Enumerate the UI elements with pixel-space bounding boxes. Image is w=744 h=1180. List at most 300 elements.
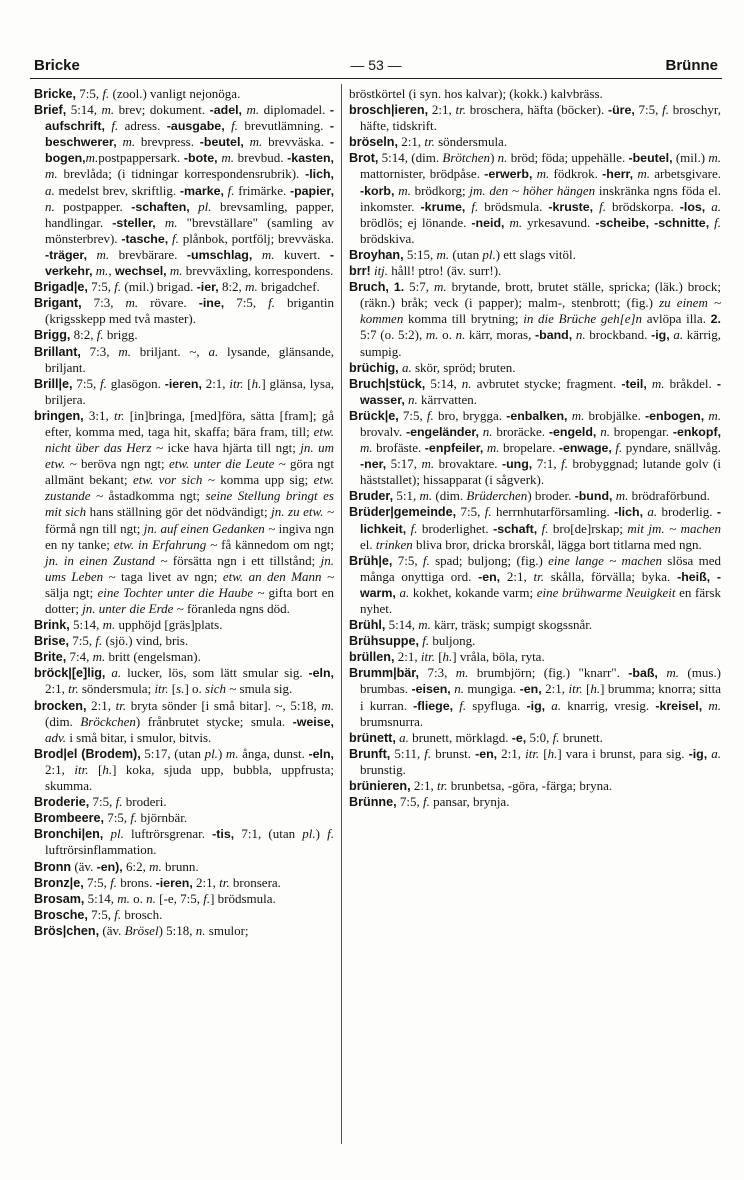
entry-headword: Bronn [34, 859, 72, 874]
entry-headword: bröck|[e]lig, [34, 666, 106, 681]
entry-text: 7:5, [72, 375, 101, 391]
entry-text: 5:14, [66, 102, 102, 118]
dictionary-entry [34, 826, 334, 858]
entry-text: etw. unter die Leute ~ [168, 456, 286, 472]
entry-text: arbetsgivare. [650, 166, 721, 182]
entry-text: f. [102, 86, 110, 101]
entry-text: f. [541, 520, 549, 536]
entry-text: a. [399, 729, 409, 745]
entry-text: pl. [110, 826, 124, 842]
entry-text: -träger, [45, 247, 88, 262]
entry-headword: bringen, [34, 408, 84, 423]
entry-text: [ [168, 681, 177, 697]
entry-text: 2:1, [86, 697, 116, 713]
entry-text: m. [666, 665, 679, 681]
entry-text: [ [434, 649, 443, 665]
entry-text: 7:5, [634, 102, 663, 118]
entry-text: taga livet av ngn; [115, 568, 223, 584]
dictionary-entry [349, 633, 721, 649]
entry-text: -herr, [602, 167, 634, 182]
entry-text: tr. [114, 407, 125, 423]
dictionary-entry [34, 698, 334, 746]
entry-text: brevbärare. [109, 246, 187, 262]
entry-text: -kruste, [548, 199, 594, 214]
right-column [349, 86, 721, 1146]
entry-text: -en, [519, 682, 542, 697]
dictionary-entry [34, 891, 334, 907]
entry-text: lucker, lös, som lätt smular sig. [121, 665, 309, 681]
entry-text: brevutlämning. [237, 118, 330, 134]
entry-text: f. [231, 118, 238, 134]
entry-text: h. [547, 745, 558, 761]
entry-text: broschera, häfta (böcker). [465, 102, 608, 118]
entry-text: 7:1, [532, 456, 562, 472]
entry-text: a. [711, 745, 721, 761]
entry-text: bröd; föda; uppehälle. [507, 150, 629, 166]
entry-text: -krume, [420, 199, 466, 214]
entry-text: jn. ums Leben ~ [45, 552, 334, 584]
entry-text: m. [225, 745, 239, 761]
entry-text: seine Stellung bringt es mit sich [45, 488, 334, 520]
entry-text: sälja ngt; [45, 584, 98, 600]
dictionary-entry [349, 553, 721, 617]
dictionary-entry [34, 86, 334, 102]
entry-text: jn. um etw. ~ [45, 440, 334, 472]
entry-text: födkrok. [549, 166, 603, 182]
entry-text: brockband. [585, 327, 652, 343]
dictionary-entry [34, 665, 334, 697]
entry-headword: brosch|ieren, [349, 103, 429, 118]
entry-text: a. [45, 182, 55, 198]
dictionary-entry [349, 247, 721, 263]
entry-text: spyfluga. [466, 697, 527, 713]
entry-text: britt (engelsman). [105, 649, 201, 665]
entry-text: -teil, [621, 376, 647, 391]
entry-text: brunstig. [360, 761, 406, 777]
entry-text: n. [454, 681, 464, 697]
entry-text: f. [484, 504, 492, 520]
entry-text: hans ställning gör det nödvändigt; [86, 504, 272, 520]
dictionary-entry [349, 134, 721, 150]
entry-text: m. [101, 102, 115, 118]
entry-text [710, 569, 717, 584]
entry-headword: Brumm|bär, [349, 666, 420, 681]
entry-text: brödlös; ej lönande. [360, 214, 472, 230]
entry-text: -heiß, [677, 569, 711, 584]
entry-text: brumbjörn; (fig.) "knarr". [468, 665, 629, 681]
entry-text: pl. [302, 826, 316, 842]
entry-text: Brötchen [442, 150, 491, 166]
entry-text: 7:1, (utan [234, 826, 303, 842]
entry-text: m. [85, 150, 99, 166]
entry-text: rövare. [138, 295, 199, 311]
entry-text: broräcke. [492, 423, 549, 439]
entry-text: n. [482, 423, 493, 439]
entry-text: 7:5, [83, 874, 111, 890]
left-column [34, 86, 334, 1146]
entry-text: brofäste. [372, 440, 425, 456]
entry-headword: Bruch|stück, [349, 376, 426, 391]
entry-text: -beutel, [628, 151, 673, 166]
entry-text: -ieren, [155, 875, 193, 890]
entry-text: m. [708, 407, 721, 423]
entry-text: brunett, mörklagd. [408, 729, 512, 745]
entry-text: kokhet, kokande varm; [409, 584, 537, 600]
entry-text: f. [95, 633, 103, 649]
entry-text: pyndare, snällvåg. [622, 440, 721, 456]
entry-text: [ [243, 375, 252, 391]
entry-text: bropengar. [609, 423, 673, 439]
entry-text: n. [45, 198, 55, 214]
dictionary-entry [349, 665, 721, 729]
entry-text: -üre, [607, 103, 635, 118]
entry-text: a. [551, 697, 562, 713]
entry-text: ) ett slags vitöl. [495, 246, 576, 262]
dictionary-entry [349, 86, 721, 102]
dictionary-entry [349, 360, 721, 376]
dictionary-entry [34, 376, 334, 408]
entry-text: (mus.) brumbas. [360, 665, 721, 697]
entry-text: 7:5, [398, 407, 427, 423]
entry-text: skör, spröd; bruten. [411, 359, 516, 375]
entry-headword: brünett, [349, 730, 396, 745]
dictionary-entry [349, 376, 721, 408]
entry-text: göra ngt allmänt bekant; [45, 456, 334, 488]
entry-text: ) broder. [527, 488, 575, 504]
entry-text: eine lange ~ machen [548, 552, 662, 568]
entry-text: pl. [198, 198, 212, 214]
entry-text: m. [436, 246, 450, 262]
entry-text: skålla, förvälla; byka. [543, 568, 678, 584]
entry-text: m. [321, 697, 334, 713]
entry-text: mungiga. [463, 681, 520, 697]
dictionary-entry [349, 488, 721, 504]
page-number: — 53 — [350, 57, 402, 73]
entry-text: 7:3, [80, 343, 119, 359]
entry-text: f. [268, 295, 276, 311]
entry-text: -wasser, [360, 376, 721, 407]
entry-text: luftrörsinflammation. [45, 842, 157, 858]
entry-text: brunst. [431, 745, 476, 761]
entry-text: pansar, brynja. [429, 794, 510, 810]
entry-text: -eisen, [411, 682, 451, 697]
entry-text: m. [360, 440, 373, 456]
entry-text: ~, [189, 343, 209, 359]
entry-text: itr. [74, 761, 89, 777]
entry-text: mattornister, brödpåse. [360, 166, 485, 182]
entry-text: brödsmula. [478, 198, 549, 214]
entry-text: 2:1, [394, 649, 421, 665]
dictionary-entry [349, 408, 721, 488]
dictionary-entry [34, 746, 334, 794]
entry-text: m. [169, 263, 183, 279]
entry-text: f. [561, 456, 568, 472]
entry-text: m. [637, 166, 650, 182]
entry-text: bröstkörtel (i syn. hos kalvar); (kokk.) kalvbräss. [349, 86, 603, 101]
entry-text: f. [714, 214, 721, 230]
entry-text: 5:14, (dim. [378, 150, 443, 166]
entry-text: 2:1, [500, 568, 534, 584]
dictionary-entry [349, 794, 721, 810]
entry-text: kuvert. [274, 246, 330, 262]
entry-text: m. [433, 279, 447, 295]
entry-headword: brüllen, [349, 650, 395, 665]
entry-headword: Brise, [34, 634, 70, 649]
entry-text: -papier, [289, 183, 334, 198]
entry-text: plånbok, portfölj; brevväska. [178, 230, 334, 246]
entry-headword: Brill|e, [34, 376, 73, 391]
entry-text: brytande, brott, brutet ställe, spricka; (läk.) brock; (räkn.) bråk; veck (i papper); malm-, stenbrott; (fig.) [360, 279, 721, 311]
entry-text: jm. den ~ höher hängen [469, 182, 596, 198]
entry-text: 5:14, [84, 890, 118, 906]
entry-text: m. [708, 697, 721, 713]
entry-headword: Brühsuppe, [349, 634, 419, 649]
entry-text: brevsamling, papper, handlingar. [45, 198, 334, 230]
entry-text: tr. [219, 874, 230, 890]
dictionary-entry [34, 875, 334, 891]
entry-text: brobjälke. [584, 407, 645, 423]
entry-text: -los, [679, 199, 706, 214]
entry-text: m. [164, 214, 178, 230]
entry-text: etw. vor sich ~ [133, 472, 215, 488]
entry-text: f. [615, 440, 623, 456]
entry-text: h. [251, 375, 262, 391]
dictionary-entry [34, 344, 334, 376]
entry-text: m. [45, 166, 58, 182]
entry-text: -engeld, [548, 424, 597, 439]
entry-text: ) frånbrutet stycke; smula. [135, 713, 293, 729]
entry-text: mit jm. ~ machen [627, 520, 721, 536]
entry-headword: Brosche, [34, 907, 88, 922]
entry-text: herrnhutarförsamling. [491, 504, 615, 520]
entry-text: etw. an den Mann ~ [222, 568, 334, 584]
entry-text: (äv. [71, 858, 97, 874]
entry-headword: Brös|chen, [34, 923, 100, 938]
entry-text: söndersmula. [434, 134, 508, 150]
entry-text: [-e, 7:5, [155, 890, 204, 906]
entry-text: pl. [204, 745, 218, 761]
entry-text: -ig, [651, 328, 670, 343]
entry-text: eine brühwarme Neuigkeit [536, 584, 676, 600]
entry-text: f. [552, 729, 560, 745]
entry-headword: Brief, [34, 103, 67, 118]
entry-text: 7:3, [419, 665, 456, 681]
entry-headword: Brüder|gemeinde, [349, 505, 457, 520]
entry-text: brons. [116, 874, 156, 890]
entry-text: Bröckchen [80, 713, 136, 729]
entry-text: ] koka, sjuda upp, bubbla, uppfrusta; skumma. [45, 761, 334, 794]
header-right-guide-word: Brünne [665, 57, 718, 74]
entry-text: -enpfeiler, [424, 441, 484, 456]
entry-text: -enwage, [558, 441, 612, 456]
entry-text: m. [92, 649, 106, 665]
page-header [30, 56, 722, 79]
entry-text: -ig, [526, 698, 546, 713]
entry-text: håll! ptro! (äv. surr!). [388, 263, 502, 279]
entry-text: 2:1, [192, 874, 220, 890]
entry-text: slösa med många onyttiga ord. [360, 552, 721, 584]
entry-text: 2:1, [497, 745, 526, 761]
entry-text: n. [497, 150, 508, 166]
entry-text: -enbogen, [645, 408, 705, 423]
entry-text: brev; dokument. [114, 102, 210, 118]
entry-text: f. [471, 198, 479, 214]
entry-text: 5:7, [404, 279, 434, 295]
entry-text: bro, brygga. [433, 407, 507, 423]
entry-text: etw. nicht über das Herz ~ [45, 423, 334, 456]
entry-text: broschyr, häfte, tidskrift. [360, 102, 721, 134]
entry-text: (mil.) [672, 150, 709, 166]
entry-text: 5:14, [425, 375, 462, 391]
entry-text: brödraförbund. [628, 488, 710, 504]
entry-text: m. [96, 246, 110, 262]
entry-text: 2:1, [45, 761, 75, 777]
dictionary-entry [34, 810, 334, 826]
entry-text: jn. zu etw. ~ [271, 504, 334, 520]
header-left-guide-word: Bricke [34, 57, 80, 74]
entry-text: (utan [449, 246, 483, 262]
entry-text: -bogen, [45, 135, 334, 166]
entry-text: -marke, [179, 183, 224, 198]
entry-text: [in]bringa, [med]föra, sätta [fram]; gå efter, komma med, taga hit, skaffa; bära fram, till; [45, 407, 334, 439]
entry-text: sich ~ [205, 681, 237, 697]
entry-text: brobyggnad; lutande golv (i häststallet); hissapparat (i sågverk). [360, 456, 721, 488]
entry-text: 7:5, [89, 794, 116, 810]
entry-text: Brüderchen [466, 488, 528, 504]
entry-text: glasögon. [106, 375, 165, 391]
entry-text: brunn. [161, 858, 199, 874]
entry-text: ] brumma; knorra; sitta i kurran. [360, 681, 721, 713]
entry-text: kärrig, sumpig. [360, 327, 721, 359]
entry-text: brevlåda; (i tidningar korrespondensrubrik). [57, 166, 306, 182]
entry-headword: Brigg, [34, 328, 71, 343]
entry-text: upphöjd [gräs]plats. [115, 617, 223, 633]
dictionary-entry [349, 263, 721, 279]
entry-text: försätta ngn i ett tillstånd; [167, 552, 321, 568]
entry-headword: Bronz|e, [34, 875, 84, 890]
entry-text: kärr, träsk; sumpigt skogssnår. [430, 617, 593, 633]
entry-text: a. [401, 359, 412, 375]
entry-text: få kännedom om ngt; [217, 536, 334, 552]
entry-headword: Brod|el (Brodem), [34, 746, 141, 761]
entry-text: itr. [525, 745, 540, 761]
entry-text: 2:1, [541, 681, 569, 697]
entry-text: ) [217, 745, 226, 761]
entry-text: m. [102, 617, 116, 633]
entry-text: -erwerb, [484, 167, 533, 182]
entry-headword: brüchig, [349, 360, 399, 375]
entry-text: f. [172, 230, 179, 246]
entry-text: f. [410, 520, 418, 536]
entry-text: 7:5, [456, 504, 485, 520]
entry-text: postpapper. [54, 198, 132, 214]
entry-text: f. [203, 890, 211, 906]
entry-text: m. [221, 150, 234, 166]
entry-text: brigg. [103, 327, 138, 343]
dictionary-entry [349, 150, 721, 247]
entry-text: f. [110, 874, 117, 890]
entry-text: brovaktare. [434, 456, 502, 472]
dictionary-entry [34, 859, 334, 875]
entry-text: björnbär. [137, 810, 188, 826]
entry-text: -en), [96, 859, 123, 874]
entry-text: f. [100, 375, 107, 391]
entry-text: -kasten, [287, 151, 334, 166]
entry-text: bronsera. [229, 874, 281, 890]
entry-headword: Brüh|e, [349, 553, 393, 568]
entry-text: brevbud. [233, 150, 288, 166]
entry-text: ) 5:18, [158, 922, 196, 938]
entry-text: m. [455, 665, 469, 681]
entry-text: f. [114, 906, 122, 922]
entry-text: -tis, [212, 827, 235, 842]
entry-text: 8:2, [218, 279, 246, 295]
dictionary-entry [34, 279, 334, 295]
entry-text: f. [114, 279, 122, 295]
entry-text: m. [571, 407, 585, 423]
entry-text: brödskorpa. [606, 198, 680, 214]
entry-text: jn. auf einen Gedanken ~ [143, 520, 276, 536]
entry-text: brödkorg; [410, 182, 470, 198]
entry-text: h. [442, 649, 453, 665]
entry-text: broderlighet. [417, 520, 494, 536]
entry-text: 7:5, [104, 810, 131, 826]
entry-text: ] glänsa, lysa, briljera. [45, 375, 334, 407]
entry-text: o. [129, 890, 147, 906]
entry-text: en färsk nyhet. [360, 584, 721, 616]
column-divider [341, 84, 342, 1144]
entry-text: -verkehr, [45, 247, 334, 279]
entry-text: komma till brytning; [403, 311, 524, 327]
entry-text: itr. [229, 375, 244, 391]
entry-text: 7:5, [69, 633, 96, 649]
entry-text: -e, [511, 730, 527, 745]
entry-text: -schaft, [493, 521, 538, 536]
entry-text: i små bitar, i smulor, bitvis. [66, 729, 212, 745]
entry-text: -ausgabe, [166, 119, 225, 134]
entry-text: brigantin (krigsskepp med två master). [45, 295, 334, 327]
entry-text: a. [673, 327, 684, 343]
entry-text: -steller, [112, 215, 156, 230]
entry-headword: Broyhan, [349, 247, 404, 262]
entry-headword: Brunft, [349, 746, 391, 761]
entry-text: ] vara i brunst, para sig. [557, 745, 689, 761]
entry-headword: Brigant, [34, 296, 82, 311]
entry-text: f. [424, 745, 432, 761]
entry-text: 6:2, [122, 858, 150, 874]
entry-text: -korb, [360, 183, 395, 198]
entry-text: -ieren, [164, 376, 202, 391]
entry-text: förmå ngn till ngt; [45, 520, 144, 536]
entry-headword: Brünne, [349, 795, 397, 810]
dictionary-entry [34, 102, 334, 279]
entry-text: spad; buljong; (fig.) [429, 552, 549, 568]
entry-headword: Brombeere, [34, 811, 104, 826]
entry-text: brigadchef. [257, 279, 320, 295]
entry-text: a. [399, 584, 410, 600]
entry-text [87, 247, 96, 262]
entry-text: m. [122, 134, 136, 150]
entry-text: -ung, [501, 457, 533, 472]
entry-headword: Brot, [349, 151, 379, 166]
entry-text: -eln, [308, 746, 334, 761]
entry-text: medelst brev, skriftlig. [54, 182, 180, 198]
entry-headword: Brück|e, [349, 408, 399, 423]
entry-text: 1. [393, 280, 405, 295]
entry-headword: Brühl, [349, 618, 386, 633]
entry-text: -eln, [308, 666, 334, 681]
dictionary-entry [34, 633, 334, 649]
